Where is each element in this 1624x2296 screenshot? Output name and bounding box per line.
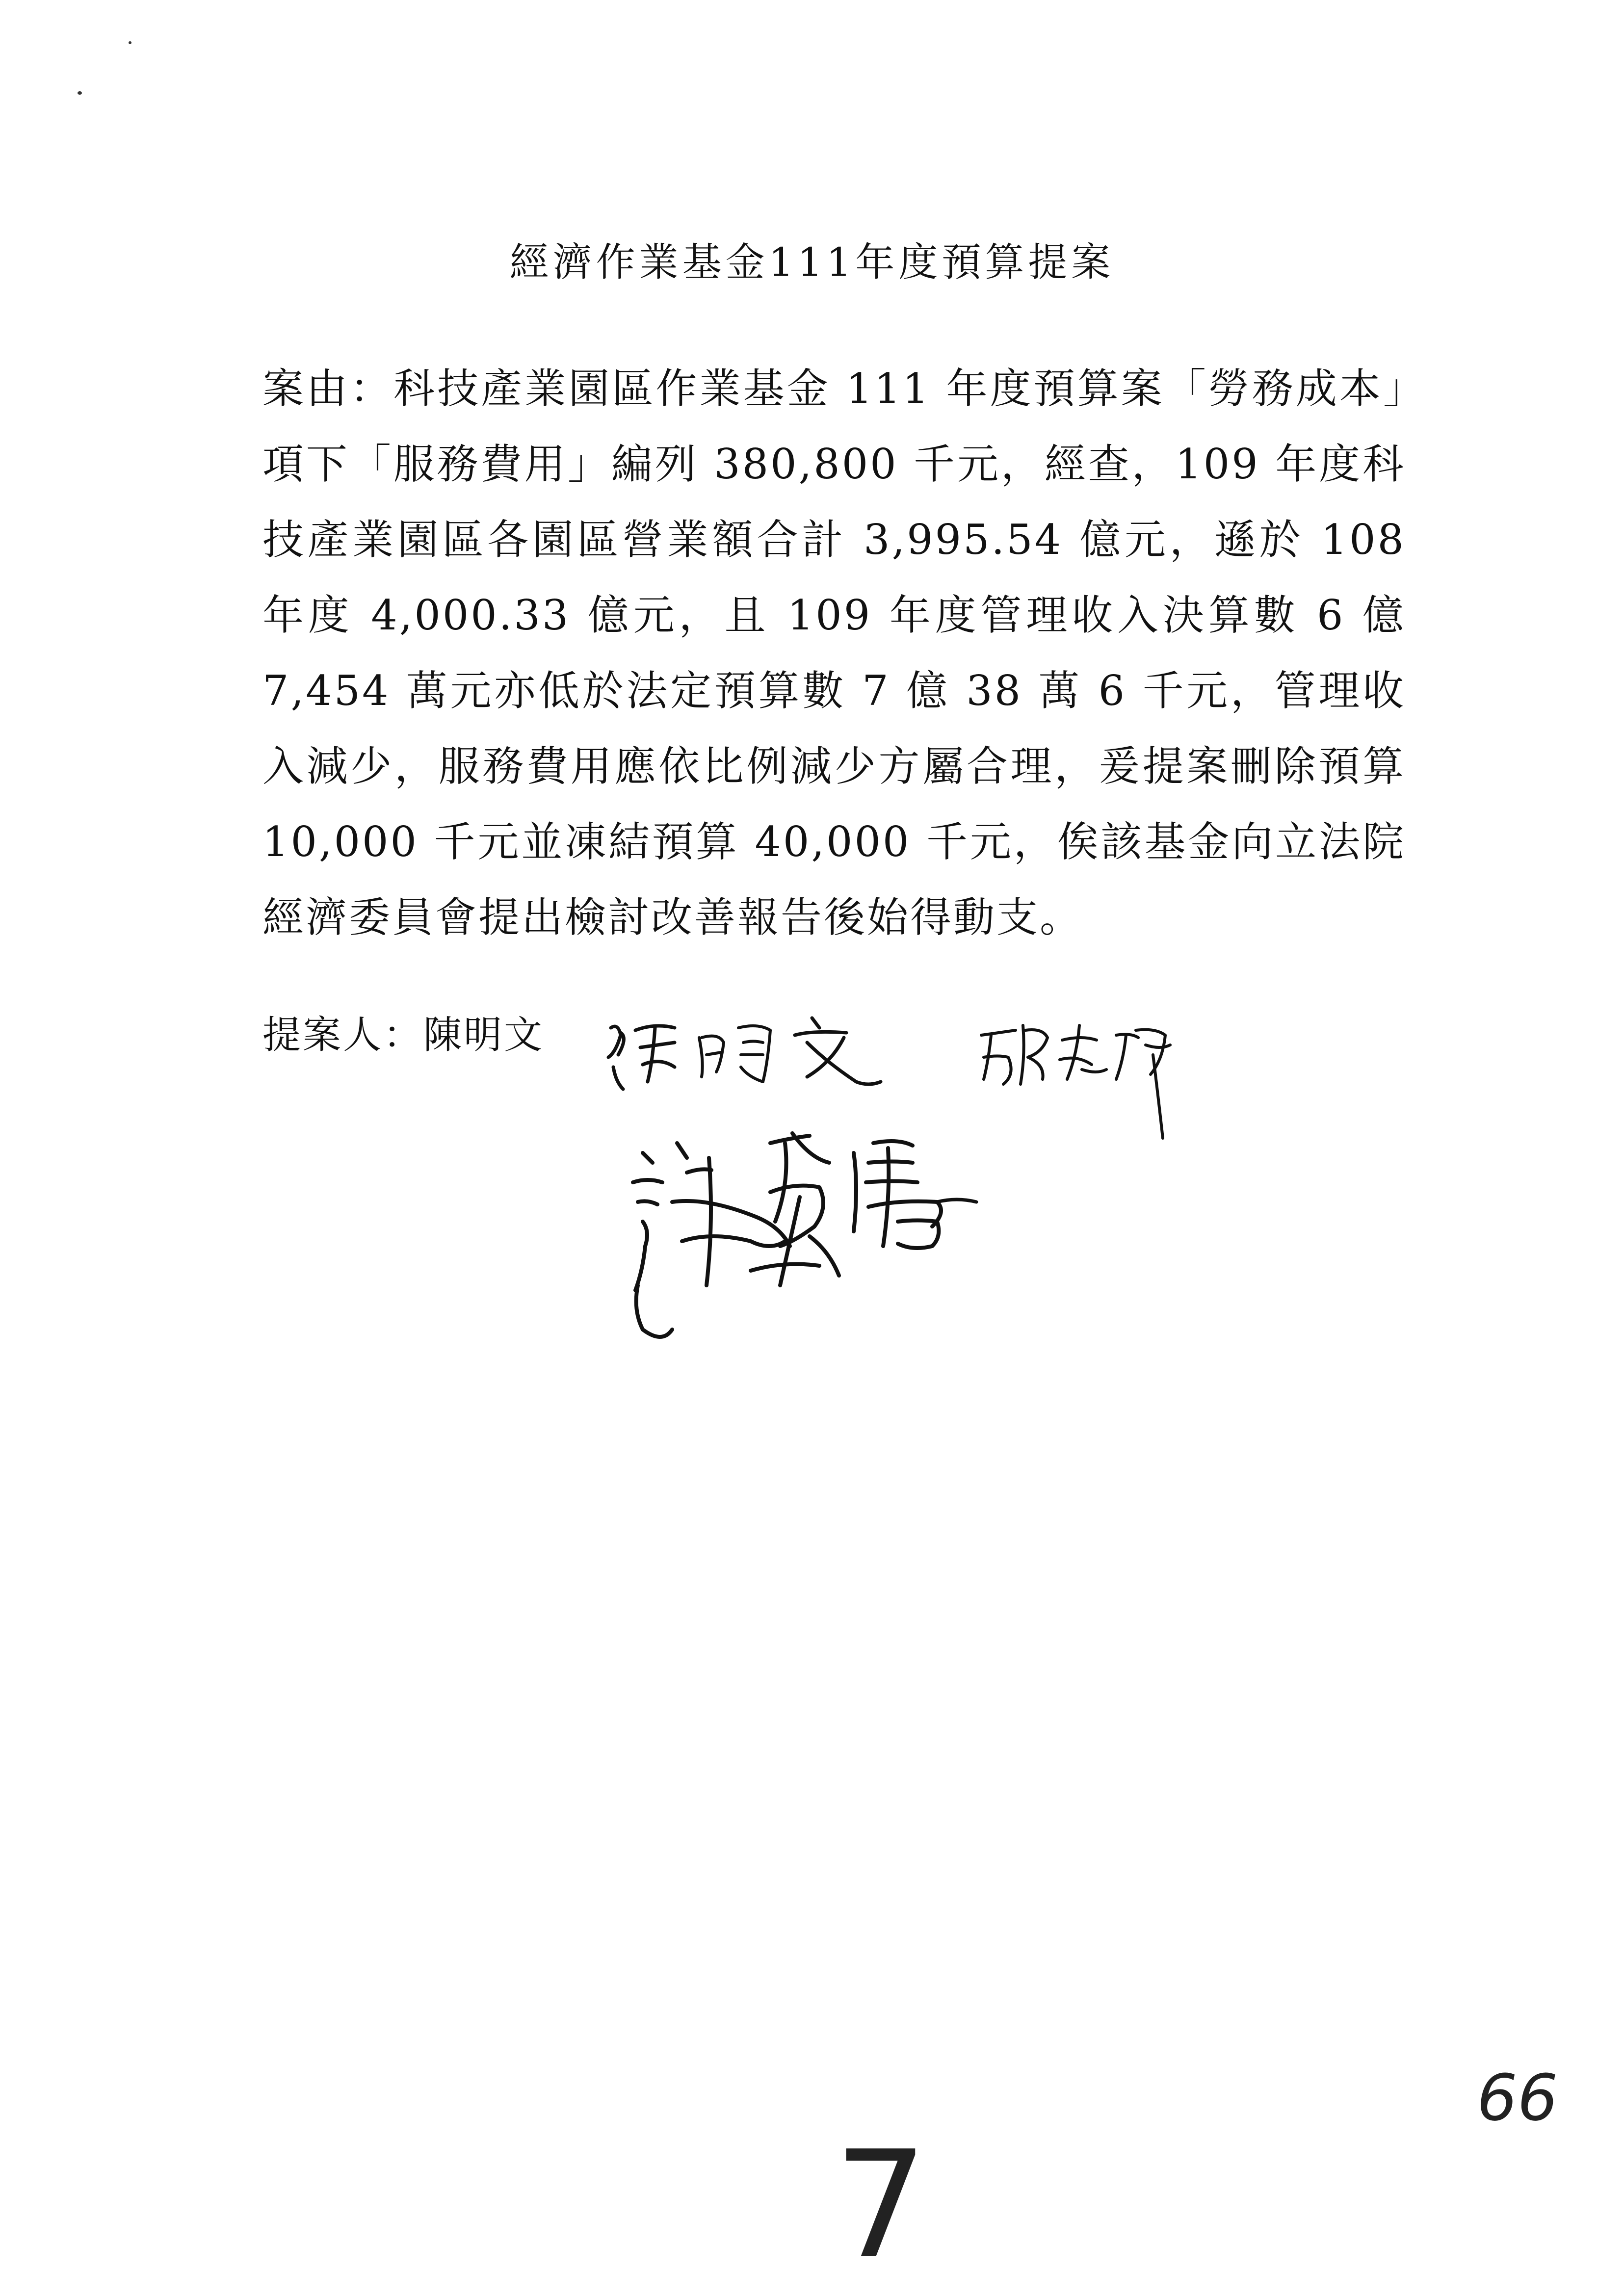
signature-1	[601, 1008, 886, 1092]
scan-speck	[78, 91, 82, 95]
signature-3	[623, 1123, 1006, 1354]
proposer-line: 提案人：陳明文	[262, 1013, 545, 1057]
proposal-number: 7	[834, 2119, 928, 2291]
document-title: 經濟作業基金111年度預算提案	[509, 239, 1115, 285]
proposal-body: 案由：科技產業園區作業基金 111 年度預算案「勞務成本」項下「服務費用」編列 380,800 千元，經查，109 年度科技產業園區各園區營業額合計 3,995.54 億元，遜於 108 年度 4,000.33 億元，且 109 年度管理收入決算數 6 億 7,454 萬元亦低於法定預算數 7 億 38 萬 6 千元，管理收入減少，服務費用應依比例減少方屬合理，爰提案刪除預算 10,000 千元並凍結預算 40,000 千元，俟該基金向立法院經濟委員會提出檢討改善報告後始得動支。	[262, 365, 1406, 941]
folio-number: 66	[1477, 2061, 1558, 2135]
scan-speck	[129, 41, 131, 44]
